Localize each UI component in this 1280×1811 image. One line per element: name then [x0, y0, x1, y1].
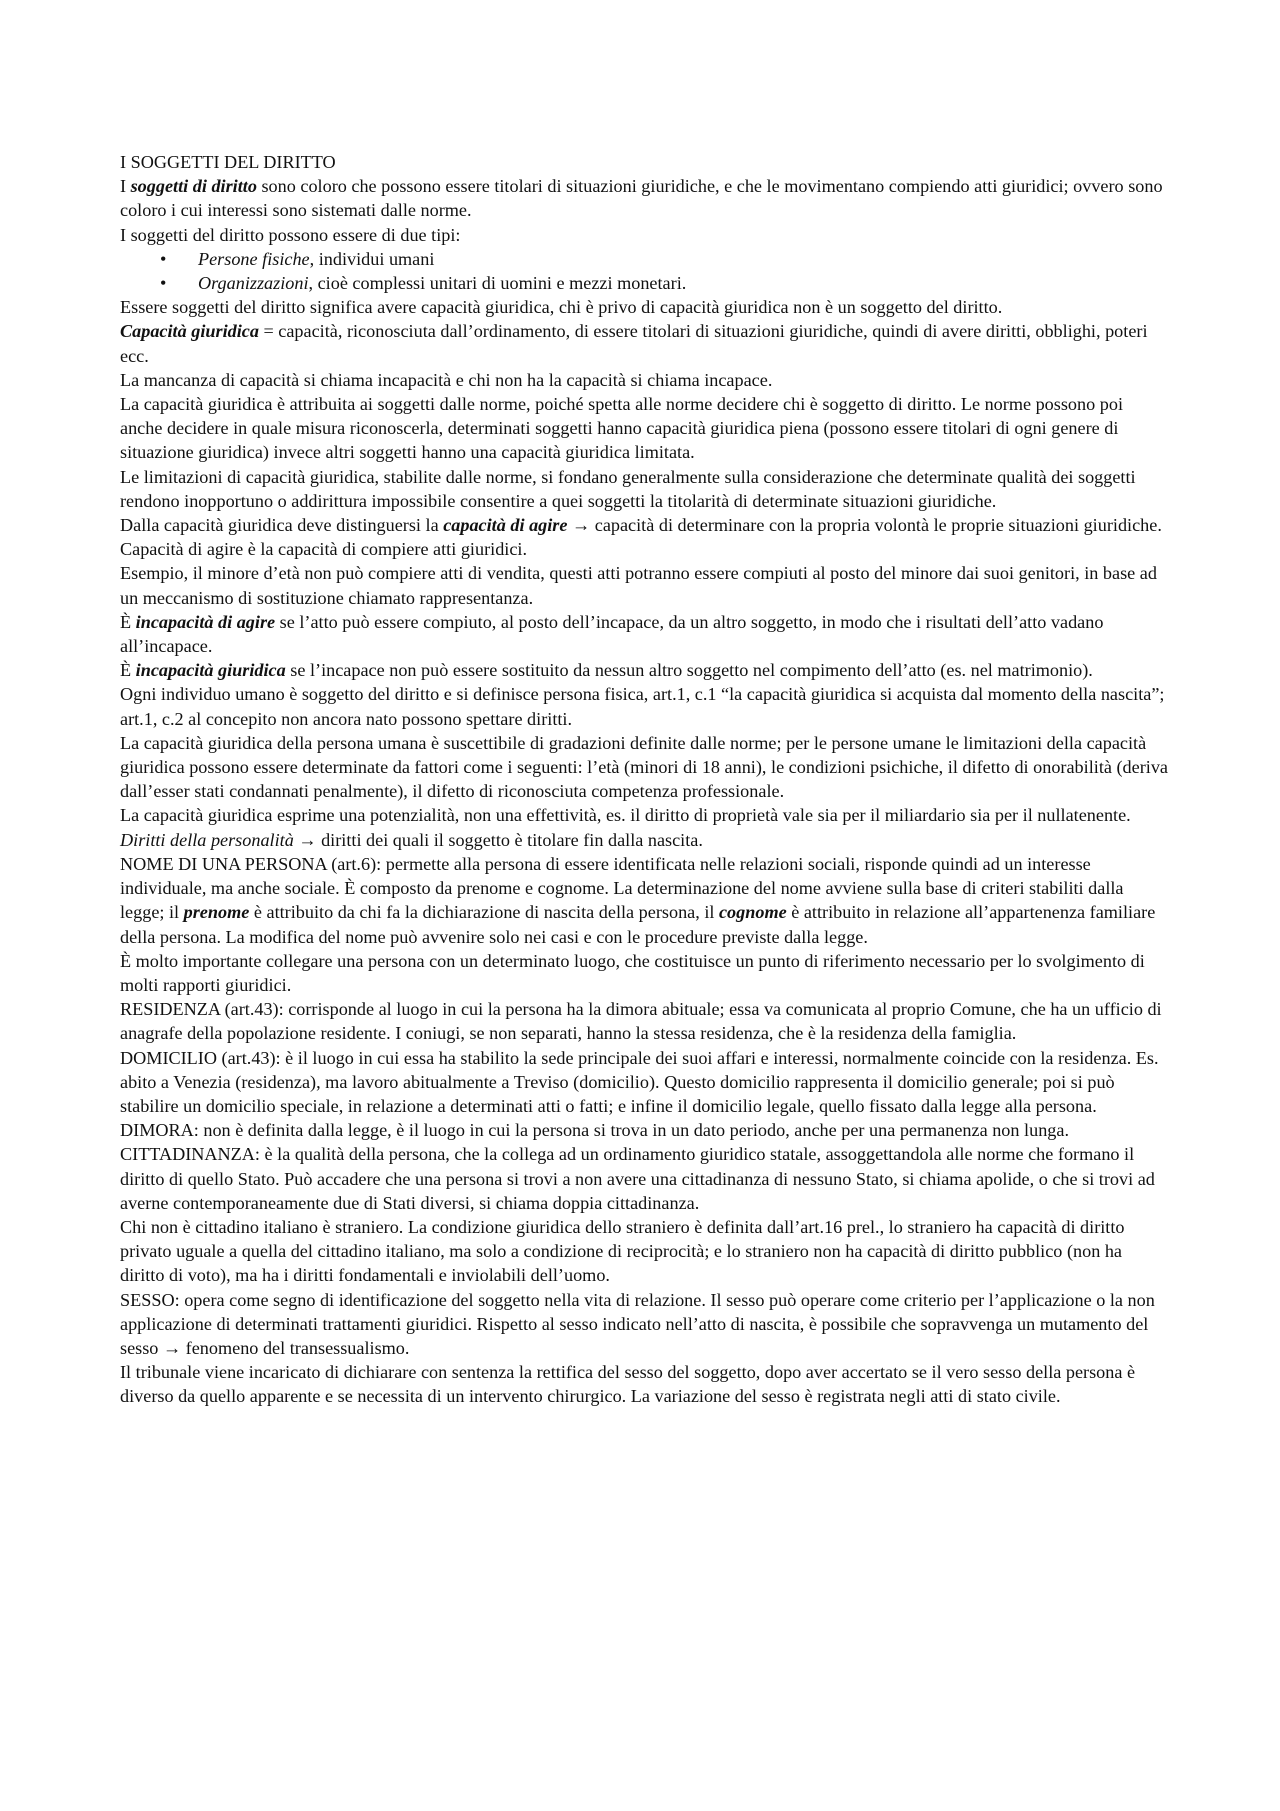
text: = capacità, riconosciuta dall’ordinamento, di essere titolari di situazioni giuridiche, quindi di avere diritti, obblighi, poteri ecc. — [120, 321, 1148, 366]
paragraph-capacita-giuridica — [120, 319, 1168, 367]
page-title: I SOGGETTI DEL DIRITTO — [120, 152, 336, 172]
paragraph: Ogni individuo umano è soggetto del diritto e si definisce persona fisica, art.1, c.1 “la capacità giuridica si acquista dal momento della nascita”; art.1, c.2 al concepito non ancora nato possono spettare diritti. — [120, 684, 1165, 729]
paragraph-nome — [120, 852, 1168, 949]
text: sono coloro che possono essere titolari di situazioni giuridiche, e che le movimentano compiendo atti giuridici; ovvero sono coloro i cui interessi sono sistemati dalle norme. — [120, 176, 1163, 221]
term-incapacita-giuridica: incapacità giuridica — [135, 660, 286, 681]
paragraph-incapacita-agire — [120, 610, 1168, 658]
term-capacita-giuridica: Capacità giuridica — [120, 321, 259, 342]
paragraph: La capacità giuridica della persona umana è suscettibile di gradazioni definite dalle norme; per le persone umane le limitazioni della capacità giuridica possono essere determinate da fattori come i seguenti: l’età (minori di 18 anni), le condizioni psichiche, il difetto di onorabilità (deriva dall’esser stati condannati penalmente), il difetto di riconosciuta competenza professionale. — [120, 732, 1168, 802]
paragraph-residenza: RESIDENZA (art.43): corrisponde al luogo in cui la persona ha la dimora abituale; essa va comunicata al proprio Comune, che ha un ufficio di anagrafe della popolazione residente. I coniugi, se non separati, hanno la stessa residenza, che è la residenza della famiglia. — [120, 999, 1162, 1044]
text: se l’atto può essere compiuto, al posto dell’incapace, da un altro soggetto, in modo che i risultati dell’atto vadano all’incapace. — [120, 611, 1104, 657]
text: NOME DI UNA PERSONA (art.6): permette alla persona di essere identificata nelle relazioni sociali, risponde quindi ad un interesse individuale, ma anche sociale. È composto da prenome e cognome. La determinazione del nome avviene sulla base di criteri stabiliti dalla legge; il — [120, 853, 1124, 923]
paragraph: Le limitazioni di capacità giuridica, stabilite dalle norme, si fondano generalmente sulla considerazione che determinate qualità dei soggetti rendono inopportuno o addirittura impossibile consentire a quei soggetti la titolarità di determinate situazioni giuridiche. — [120, 466, 1136, 511]
types-list — [120, 247, 1168, 295]
text: è attribuito in relazione all’appartenenza familiare della persona. La modifica del nome può avvenire solo nei casi e con le procedure previste dalla legge. — [120, 902, 1156, 947]
paragraph: La capacità giuridica è attribuita ai soggetti dalle norme, poiché spetta alle norme decidere chi è soggetto di diritto. Le norme possono poi anche decidere in quale misura riconoscerla, determinati soggetti hanno capacità giuridica piena (possono essere titolari di ogni genere di situazione giuridica) invece altri soggetti hanno una capacità giuridica limitata. — [120, 394, 1124, 463]
paragraph-capacita-agire — [120, 513, 1168, 561]
text: È — [120, 660, 136, 681]
term-persone-fisiche: Persone fisiche — [198, 248, 310, 269]
list-item — [120, 247, 1168, 271]
document-page — [120, 150, 1168, 1409]
text: è attribuito da chi fa la dichiarazione di nascita della persona, il — [249, 902, 719, 923]
paragraph-incapacita-giuridica — [120, 658, 1168, 682]
term-cognome: cognome — [718, 902, 787, 923]
term-diritti-della-personalita: Diritti della personalità — [120, 829, 294, 850]
paragraph-tipi: I soggetti del diritto possono essere di due tipi: — [120, 224, 461, 245]
text: se l’incapace non può essere sostituito da nessun altro soggetto nel compimento dell’atto (es. nel matrimonio). — [285, 660, 1093, 681]
paragraph-sesso: SESSO: opera come segno di identificazione del soggetto nella vita di relazione. Il sesso può operare come criterio per l’applicazione o la non applicazione di determinati trattamenti giuridici. Rispetto al sesso indicato nell’atto di nascita, è possibile che sopravvenga un mutamento del sesso → fenomeno del transessualismo. — [120, 1289, 1155, 1358]
text: → diritti dei quali il soggetto è titolare fin dalla nascita. — [293, 829, 703, 850]
paragraph-cittadinanza: CITTADINANZA: è la qualità della persona, che la collega ad un ordinamento giuridico statale, assoggettandola alle norme che formano il diritto di quello Stato. Può accadere che una persona si trovi a non avere una cittadinanza di nessuno Stato, si chiama apolide, o che si trovi ad averne contemporaneamente due di Stati diversi, si chiama doppia cittadinanza. — [120, 1144, 1155, 1213]
text: , individui umani — [309, 248, 435, 269]
term-prenome: prenome — [183, 902, 250, 923]
paragraph-personalita — [120, 803, 1168, 851]
paragraph-dimora: DIMORA: non è definita dalla legge, è il luogo in cui la persona si trova in un dato periodo, anche per una permanenza non lunga. — [120, 1120, 1070, 1141]
paragraph-domicilio: DOMICILIO (art.43): è il luogo in cui essa ha stabilito la sede principale dei suoi affari e interessi, normalmente coincide con la residenza. Es. abito a Venezia (residenza), ma lavoro abitualmente a Treviso (domicilio). Questo domicilio rappresenta il domicilio generale; poi si può stabilire un domicilio speciale, in relazione a determinati atti o fatti; e infine il domicilio legale, quello fissato dalla legge alla persona. — [120, 1047, 1159, 1116]
term-capacita-di-agire: capacità di agire — [443, 515, 568, 536]
list-item — [120, 271, 1168, 295]
text: La capacità giuridica esprime una potenzialità, non una effettività, es. il diritto di proprietà vale sia per il miliardario sia per il nullatenente. — [120, 805, 1131, 826]
text: → capacità di determinare con la propria volontà le proprie situazioni giuridiche. Capacità di agire è la capacità di compiere atti giuridici. — [120, 515, 1162, 560]
text: , cioè complessi unitari di uomini e mezzi monetari. — [308, 273, 687, 294]
text: I — [120, 176, 131, 197]
paragraph: È molto importante collegare una persona con un determinato luogo, che costituisce un punto di riferimento necessario per lo svolgimento di molti rapporti giuridici. — [120, 950, 1145, 995]
term-incapacita-di-agire: incapacità di agire — [135, 611, 276, 632]
paragraph: Essere soggetti del diritto significa avere capacità giuridica, chi è privo di capacità giuridica non è un soggetto del diritto. — [120, 297, 1003, 318]
paragraph-straniero: Chi non è cittadino italiano è straniero. La condizione giuridica dello straniero è definita dall’art.16 prel., lo straniero ha capacità di diritto privato uguale a quella del cittadino italiano, ma solo a condizione di reciprocità; e lo straniero non ha capacità di diritto pubblico (non ha diritto di voto), ma ha i diritti fondamentali e inviolabili dell’uomo. — [120, 1216, 1125, 1286]
text: È — [120, 611, 136, 632]
term-soggetti-di-diritto: soggetti di diritto — [130, 176, 257, 197]
paragraph-soggetti — [120, 174, 1168, 222]
paragraph: Esempio, il minore d’età non può compiere atti di vendita, questi atti potranno essere compiuti al posto del minore dai suoi genitori, in base ad un meccanismo di sostituzione chiamato rappresentanza. — [120, 563, 1157, 608]
term-organizzazioni: Organizzazioni — [198, 273, 309, 294]
paragraph-tribunale: Il tribunale viene incaricato di dichiarare con sentenza la rettifica del sesso del soggetto, dopo aver accertato se il vero sesso della persona è diverso da quello apparente e se necessita di un intervento chirurgico. La variazione del sesso è registrata negli atti di stato civile. — [120, 1362, 1136, 1407]
paragraph: La mancanza di capacità si chiama incapacità e chi non ha la capacità si chiama incapace. — [120, 369, 773, 390]
text: Dalla capacità giuridica deve distinguersi la — [120, 515, 444, 536]
